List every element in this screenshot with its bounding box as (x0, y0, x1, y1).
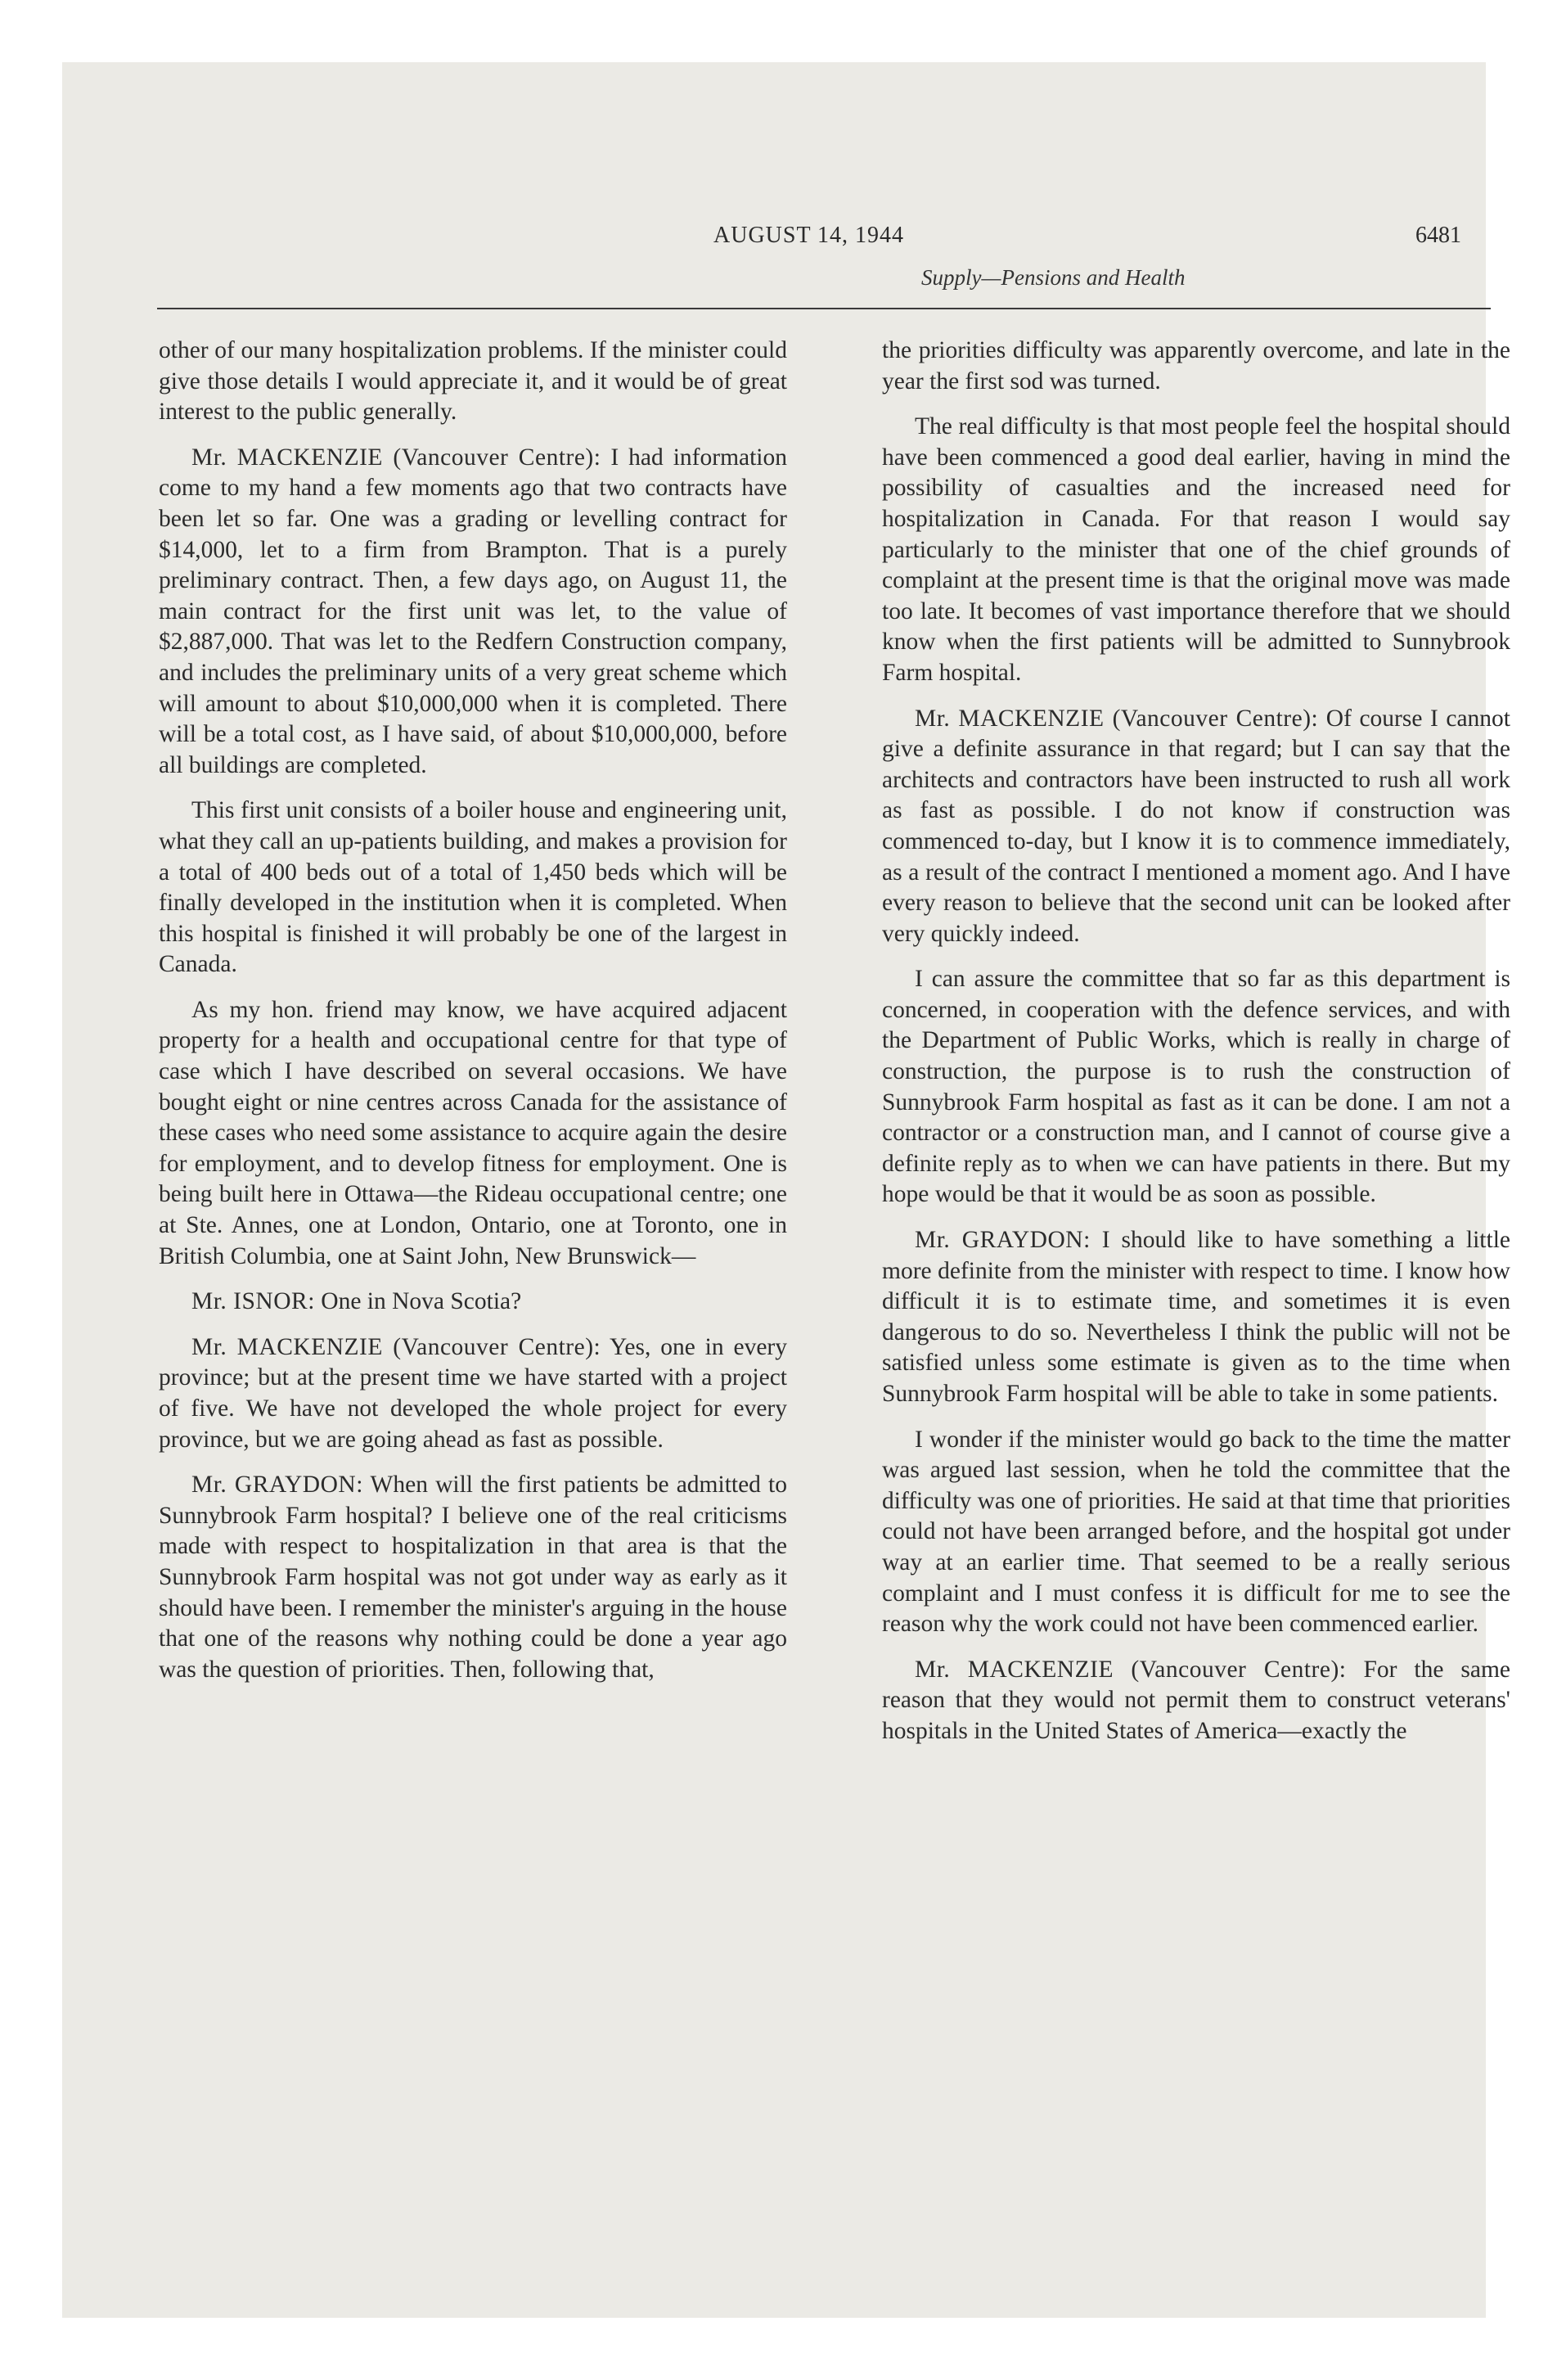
paragraph (159, 1287, 787, 1318)
paragraph-text: the priorities difficulty was apparently overcome, and late in the year the first sod was turned. (882, 337, 1510, 394)
paragraph (159, 443, 787, 782)
header-rule (157, 308, 1491, 309)
paragraph-text: One in Nova Scotia? (314, 1288, 522, 1315)
paragraph (882, 704, 1510, 950)
paragraph-text: other of our many hospitalization problems. If the minister could give those details I would appreciate it, and it would be of great interest to the public generally. (159, 337, 787, 426)
paragraph (159, 1470, 787, 1685)
paragraph (882, 412, 1510, 688)
paragraph-text: As my hon. friend may know, we have acquired adjacent property for a health and occupational centre for that type of case which I have described on several occasions. We have bought eight or nine centres across Canada for the assistance of these cases who need some assistance to acquire again the desire for employment, and to develop fitness for employment. One is being built here in Ottawa—the Rideau occupational centre; one at Ste. Annes, one at London, Ontario, one at Toronto, one in British Columbia, one at Saint John, New Brunswick— (159, 996, 787, 1269)
speaker-name: Mr. MACKENZIE (Vancouver Centre): (915, 705, 1319, 732)
document-page (62, 62, 1511, 2318)
paragraph-text: I wonder if the minister would go back to the time the matter was argued last session, when he told the committee that the difficulty was one of priorities. He said at that time that priorities could not have been arranged before, and the hospital got under way at an earlier time. That seemed to be a really serious complaint and I must confess it is difficult for me to see the reason why the work could not have been commenced earlier. (882, 1426, 1510, 1638)
paragraph (159, 796, 787, 980)
paragraph (882, 1425, 1510, 1640)
paragraph-text: Yes, one in every province; but at the present time we have started with a project of five. We have not developed the whole project for every province, but we are going ahead as fast as possible. (159, 1333, 787, 1453)
paragraph (159, 336, 787, 428)
paragraph (882, 1655, 1510, 1747)
paragraph-text: For the same reason that they would not permit them to construct veterans' hospitals in the United States of America—exactly the (882, 1656, 1511, 1744)
paragraph-text: I can assure the committee that so far as this department is concerned, in cooperation with the defence services, and with the Department of Public Works, which is really in charge of construction, the purpose is to rush the construction of Sunnybrook Farm hospital as fast as it can be done. I am not a contractor or a construction man, and I cannot of course give a definite reply as to when we can have patients in there. But my hope would be that it would be as soon as possible. (882, 966, 1510, 1208)
header-date: AUGUST 14, 1944 (713, 223, 905, 248)
paragraph-text: I should like to have something a little more definite from the minister with respect to time. I know how difficult it is to estimate time, and sometimes it is even dangerous to do so. Nevertheless I think the public will not be satisfied unless some estimate is given as to the time when Sunnybrook Farm hospital will be able to take in some patients. (882, 1227, 1510, 1407)
speaker-name: Mr. MACKENZIE (Vancouver Centre): (191, 1333, 601, 1360)
right-column (882, 336, 1510, 1762)
speaker-name: Mr. ISNOR: (191, 1288, 315, 1315)
paragraph (882, 1225, 1510, 1410)
speaker-name: Mr. GRAYDON: (191, 1472, 363, 1499)
speaker-name: Mr. MACKENZIE (Vancouver Centre): (915, 1656, 1347, 1683)
page-number: 6481 (1415, 223, 1461, 248)
paragraph (159, 1332, 787, 1455)
paragraph (882, 964, 1510, 1210)
page-header (62, 159, 1486, 306)
paragraph (882, 336, 1510, 397)
paragraph-text: I had information come to my hand a few moments ago that two contracts have been let so far. One was a grading or levelling contract for $14,000, let to a firm from Brampton. That is a purely preliminary contract. Then, a few days ago, on August 11, the main contract for the first unit was let, to the value of $2,887,000. That was let to the Redfern Construction company, and includes the preliminary units of a very great scheme which will amount to about $10,000,000 when it is completed. There will be a total cost, as I have said, of about $10,000,000, before all buildings are completed. (159, 444, 787, 778)
paragraph-text: Of course I cannot give a definite assurance in that regard; but I can say that the architects and contractors have been instructed to rush all work as fast as possible. I do not know if construction was commenced to-day, but I know it is to commence immediately, as a result of the contract I mentioned a moment ago. And I have every reason to believe that the second unit can be looked after very quickly indeed. (882, 705, 1510, 947)
paragraph-text: When will the first patients be admitted to Sunnybrook Farm hospital? I believe one of the real criticisms made with respect to hospitalization in that area is that the Sunnybrook Farm hospital was not got under way as early as it should have been. I remember the minister's arguing in the house that one of the reasons why nothing could be done a year ago was the question of priorities. Then, following that, (159, 1472, 788, 1683)
left-column (159, 336, 787, 1700)
paragraph-text: The real difficulty is that most people feel the hospital should have been commenced a good deal earlier, having in mind the possibility of casualties and the increased need for hospitalization in Canada. For that reason I would say particularly to the minister that one of the chief grounds of complaint at the present time is that the original move was made too late. It becomes of vast importance therefore that we should know when the first patients will be admitted to Sunnybrook Farm hospital. (882, 413, 1510, 686)
paragraph-text: This first unit consists of a boiler house and engineering unit, what they call an up-patients building, and makes a provision for a total of 400 beds out of a total of 1,450 beds which will be finally developed in the institution when it is completed. When this hospital is finished it will probably be one of the largest in Canada. (159, 797, 787, 978)
paragraph (159, 995, 787, 1272)
header-subtitle: Supply—Pensions and Health (921, 265, 1186, 290)
speaker-name: Mr. GRAYDON: (915, 1227, 1091, 1254)
speaker-name: Mr. MACKENZIE (Vancouver Centre): (191, 444, 601, 471)
